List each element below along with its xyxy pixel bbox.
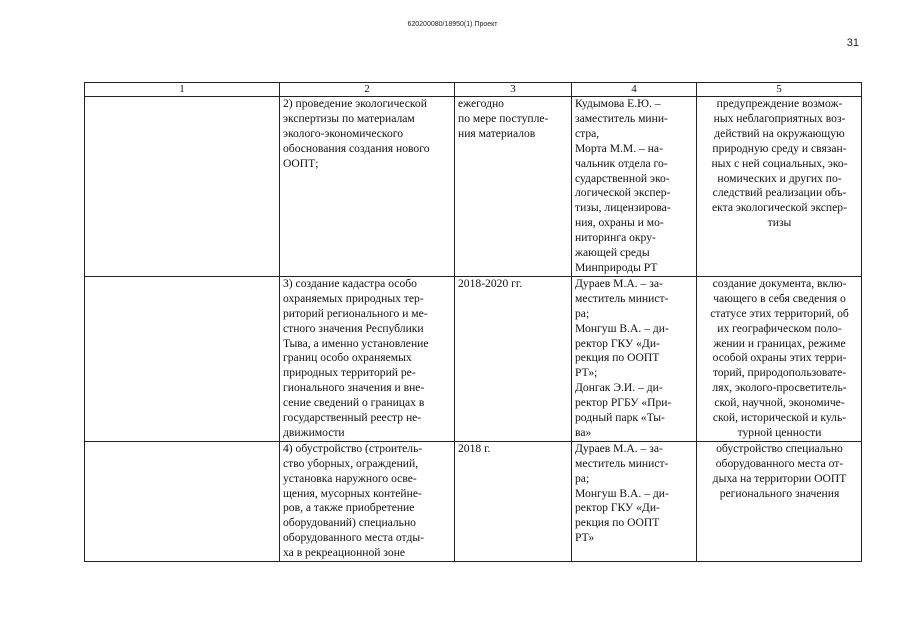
text-line: регионального значения (719, 486, 840, 500)
text-line: оборудованного места от- (715, 456, 844, 470)
text-line: ра; (575, 306, 590, 320)
text-line: логической экспер- (575, 186, 671, 200)
text-line: обустройство специально (716, 441, 843, 455)
column-header-1: 1 (85, 83, 280, 97)
text-line: Морта М.М. – на- (575, 141, 663, 155)
text-line: 3) создание кадастра особо (283, 276, 417, 290)
text-line: действий на окружающую (714, 126, 845, 140)
text-line: меститель минист- (575, 291, 669, 305)
text-line: ство уборных, ограждений, (283, 456, 419, 470)
text-line: тизы (767, 216, 792, 230)
text-line: ха в рекреационной зоне (283, 546, 406, 560)
text-line: номических и других по- (717, 171, 842, 185)
text-line: 2018 г. (458, 441, 491, 455)
deadline-cell (455, 97, 572, 277)
text-line: Монгуш В.А. – ди- (575, 321, 669, 335)
text-line: природных территорий ре- (283, 366, 416, 380)
responsible-persons-cell (572, 97, 697, 277)
table-body (85, 97, 862, 562)
text-line: ректор РГБУ «При- (575, 396, 672, 410)
responsible-blank-cell (85, 441, 280, 561)
text-line: 2) проведение экологической (283, 97, 427, 110)
column-header-3: 3 (455, 83, 572, 97)
responsible-persons-text (575, 442, 694, 546)
text-line: заместитель мини- (575, 111, 668, 125)
text-line: гионального значения и вне- (283, 381, 425, 395)
text-line: жении и границах, режиме (713, 336, 846, 350)
text-line: 2018-2020 гг. (458, 276, 523, 290)
text-line: Дураев М.А. – за- (575, 441, 663, 455)
expected-result-cell (697, 276, 862, 441)
text-line: РТ»; (575, 366, 598, 380)
text-line: ров, а также приобретение (283, 501, 415, 515)
text-line: ния материалов (458, 126, 536, 140)
text-line: ния, охраны и мо- (575, 216, 664, 230)
text-line: ежегодно (458, 97, 504, 110)
page-number: 31 (846, 37, 859, 49)
responsible-persons-cell (572, 441, 697, 561)
text-line: ской, исторической и куль- (712, 411, 847, 425)
responsible-blank-cell (85, 276, 280, 441)
text-line: ниторинга окру- (575, 231, 656, 245)
table-row (85, 97, 862, 277)
text-line: жающей среды (575, 246, 650, 260)
text-line: ООПТ; (283, 156, 319, 170)
text-line: особой охраны этих терри- (712, 351, 847, 365)
text-line: по мере поступле- (458, 111, 549, 125)
text-line: Кудымова Е.Ю. – (575, 97, 661, 110)
deadline-text (458, 442, 569, 457)
expected-result-text (700, 97, 859, 231)
text-line: ра; (575, 471, 590, 485)
text-line: родный парк «Ты- (575, 411, 665, 425)
expected-result-cell (697, 97, 862, 277)
text-line: рекция по ООПТ (575, 516, 660, 530)
activity-cell (280, 97, 455, 277)
text-line: экспертизы по материалам (283, 111, 415, 125)
text-line: ректор ГКУ «Ди- (575, 501, 660, 515)
activity-cell (280, 276, 455, 441)
text-line: установка наружного осве- (283, 471, 417, 485)
deadline-cell (455, 276, 572, 441)
text-line: ской, научной, экономиче- (714, 396, 845, 410)
text-line: щения, мусорных контейне- (283, 486, 422, 500)
text-line: обоснования создания нового (283, 141, 430, 155)
text-line: ных с ней социальных, эко- (711, 156, 848, 170)
activity-cell (280, 441, 455, 561)
text-line: чальник отдела го- (575, 156, 668, 170)
text-line: РТ» (575, 531, 595, 545)
text-line: оборудований) специально (283, 516, 416, 530)
text-line: торий, природопользовате- (712, 366, 847, 380)
responsible-persons-text (575, 97, 694, 276)
deadline-cell (455, 441, 572, 561)
text-line: екта экологической экспер- (712, 201, 847, 215)
text-line: дыха на территории ООПТ (712, 471, 847, 485)
responsible-persons-text (575, 277, 694, 441)
text-line: тизы, лицензирова- (575, 201, 671, 215)
text-line: рекция по ООПТ (575, 351, 660, 365)
text-line: движимости (283, 425, 345, 439)
text-line: ректор ГКУ «Ди- (575, 336, 660, 350)
text-line: государственный реестр не- (283, 411, 422, 425)
text-line: эколого-экономического (283, 126, 404, 140)
text-line: Минприроды РТ (575, 260, 658, 274)
text-line: Дураев М.А. – за- (575, 276, 663, 290)
text-line: создание документа, вклю- (712, 276, 847, 290)
text-line: их географическом поло- (717, 321, 842, 335)
text-line: предупреждение возмож- (716, 97, 843, 110)
activity-text (283, 97, 452, 172)
responsible-blank-cell (85, 97, 280, 277)
text-line: природную среду и связан- (712, 141, 847, 155)
activity-text (283, 277, 452, 441)
text-line: сение сведений о границах в (283, 396, 425, 410)
text-line: охраняемых природных тер- (283, 291, 424, 305)
expected-result-text (700, 277, 859, 441)
text-line: чающего в себя сведения о (713, 291, 846, 305)
text-line: стра, (575, 126, 600, 140)
text-line: сударственной эко- (575, 171, 670, 185)
column-header-2: 2 (280, 83, 455, 97)
text-line: риторий регионального и ме- (283, 306, 428, 320)
column-number-row (85, 83, 862, 97)
table-row (85, 441, 862, 561)
responsible-persons-cell (572, 276, 697, 441)
text-line: оборудованного места отды- (283, 531, 425, 545)
document-id: 620200080/18950(1) Проект (407, 21, 498, 28)
column-header-5: 5 (697, 83, 862, 97)
text-line: лях, эколого-просветитель- (712, 381, 847, 395)
deadline-text (458, 97, 569, 142)
text-line: меститель минист- (575, 456, 669, 470)
expected-result-cell (697, 441, 862, 561)
text-line: следствий реализации объ- (712, 186, 847, 200)
plan-table (84, 82, 862, 562)
deadline-text (458, 277, 569, 292)
text-line: Тыва, а именно установление (283, 336, 429, 350)
table-row (85, 276, 862, 441)
expected-result-text (700, 442, 859, 502)
column-header-4: 4 (572, 83, 697, 97)
text-line: ва» (575, 425, 592, 439)
text-line: статусе этих территорий, об (710, 306, 849, 320)
text-line: Донгак Э.И. – ди- (575, 381, 663, 395)
text-line: ных неблагоприятных воз- (713, 111, 846, 125)
text-line: Монгуш В.А. – ди- (575, 486, 669, 500)
text-line: 4) обустройство (строитель- (283, 441, 423, 455)
text-line: границ особо охраняемых (283, 351, 412, 365)
activity-text (283, 442, 452, 561)
text-line: стного значения Республики (283, 321, 424, 335)
text-line: турной ценности (737, 425, 822, 439)
